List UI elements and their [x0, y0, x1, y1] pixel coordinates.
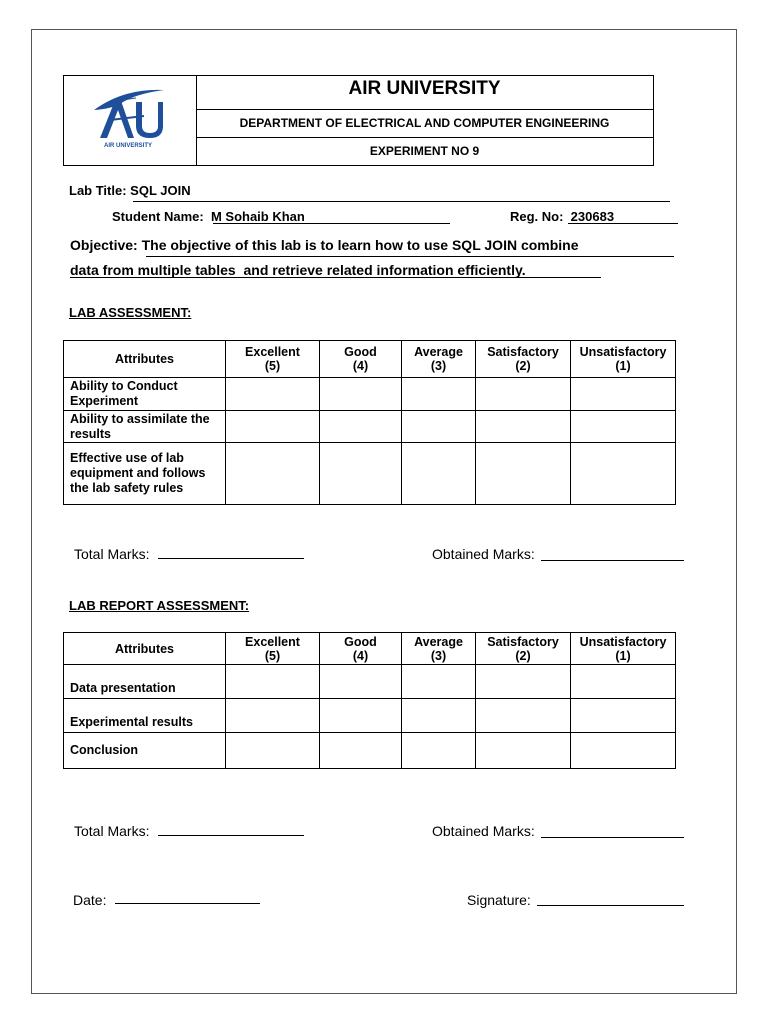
- table-row: [64, 443, 676, 505]
- score-cell[interactable]: [226, 443, 320, 505]
- experiment-number: [196, 137, 653, 165]
- attribute-cell: Conclusion: [64, 733, 226, 769]
- university-name: AIR UNIVERSITY: [196, 76, 653, 110]
- report-total-marks-field[interactable]: [158, 835, 304, 836]
- table-header-row: [64, 341, 676, 378]
- student-name-value: M Sohaib Khan: [203, 209, 305, 224]
- air-university-logo: [64, 76, 196, 165]
- score-cell[interactable]: [571, 443, 676, 505]
- score-cell[interactable]: [226, 411, 320, 443]
- column-header: [64, 341, 226, 378]
- attribute-cell: Ability to assimilate the results: [64, 411, 226, 443]
- table-row: [64, 699, 676, 733]
- score-cell[interactable]: [402, 699, 476, 733]
- lab-title-value: : SQL JOIN: [122, 183, 191, 198]
- table-header-row: [64, 633, 676, 665]
- lab-obtained-marks-label: Obtained Marks:: [432, 546, 535, 562]
- attribute-cell: Ability to Conduct Experiment: [64, 378, 226, 411]
- student-name-label: Student Name:: [112, 209, 204, 224]
- score-cell[interactable]: [226, 378, 320, 411]
- lab-title-label: Lab Title: [69, 183, 123, 198]
- table-row: [64, 665, 676, 699]
- score-cell[interactable]: [571, 699, 676, 733]
- column-score: (4): [352, 648, 369, 663]
- column-name: Attributes: [114, 352, 175, 366]
- score-cell[interactable]: [402, 443, 476, 505]
- score-cell[interactable]: [402, 665, 476, 699]
- column-score: (3): [430, 648, 447, 663]
- attribute-cell: Effective use of lab equipment and follows the lab safety rules: [64, 443, 226, 505]
- objective-line-1: [70, 237, 680, 253]
- logo-cell: [64, 76, 197, 165]
- lab-obtained-marks-field[interactable]: [541, 560, 684, 561]
- reg-no-row: [510, 209, 614, 224]
- column-name: Average: [414, 634, 463, 649]
- score-cell[interactable]: [320, 443, 402, 505]
- column-name: Good: [344, 345, 377, 359]
- column-name: Attributes: [114, 641, 175, 656]
- experiment-text: EXPERIMENT NO 9: [369, 144, 480, 158]
- student-name-underline: [213, 223, 450, 224]
- score-cell[interactable]: [320, 699, 402, 733]
- column-score: (2): [515, 359, 531, 373]
- score-cell[interactable]: [402, 733, 476, 769]
- column-header: [571, 633, 676, 665]
- student-name-row: [112, 209, 305, 224]
- objective-label: Objective:: [70, 237, 138, 253]
- reg-no-value: 230683: [563, 209, 615, 224]
- report-obtained-marks-label: Obtained Marks:: [432, 823, 535, 839]
- score-cell[interactable]: [476, 443, 571, 505]
- column-header: [320, 633, 402, 665]
- column-score: (5): [264, 648, 281, 663]
- column-header: [320, 341, 402, 378]
- column-name: Unsatisfactory: [579, 345, 667, 359]
- score-cell[interactable]: [226, 665, 320, 699]
- lab-assessment-table: [63, 340, 676, 505]
- reg-no-label: Reg. No:: [510, 209, 564, 224]
- objective-underline-2: [70, 277, 601, 278]
- department-name: [196, 109, 653, 138]
- column-score: (2): [515, 648, 531, 663]
- column-score: (3): [430, 359, 447, 373]
- column-score: (1): [615, 648, 631, 663]
- score-cell[interactable]: [320, 733, 402, 769]
- column-header: [226, 633, 320, 665]
- score-cell[interactable]: [476, 378, 571, 411]
- score-cell[interactable]: [402, 378, 476, 411]
- column-name: Unsatisfactory: [579, 634, 667, 649]
- column-header: [571, 341, 676, 378]
- score-cell[interactable]: [476, 665, 571, 699]
- column-score: (5): [264, 359, 281, 373]
- objective-text-1: The objective of this lab is to learn how to use SQL JOIN combine: [137, 237, 579, 253]
- signature-field[interactable]: [537, 905, 684, 906]
- objective-line-2: data from multiple tables and retrieve related information efficiently.: [70, 262, 526, 278]
- header-box: [63, 75, 654, 166]
- column-header: [402, 633, 476, 665]
- department-text: DEPARTMENT OF ELECTRICAL AND COMPUTER ENGINEERING: [239, 116, 610, 130]
- table-row: [64, 378, 676, 411]
- lab-title-underline: [133, 201, 670, 202]
- reg-no-underline: [568, 223, 678, 224]
- score-cell[interactable]: [226, 699, 320, 733]
- score-cell[interactable]: [226, 733, 320, 769]
- score-cell[interactable]: [476, 699, 571, 733]
- table-row: [64, 411, 676, 443]
- signature-label: Signature:: [467, 892, 531, 908]
- column-name: Excellent: [245, 345, 300, 359]
- logo-caption: AIR UNIVERSITY: [103, 143, 153, 149]
- column-score: (1): [615, 359, 631, 373]
- column-header: [64, 633, 226, 665]
- score-cell[interactable]: [571, 665, 676, 699]
- table-row: [64, 733, 676, 769]
- column-header: [476, 633, 571, 665]
- score-cell[interactable]: [571, 411, 676, 443]
- attribute-cell: Experimental results: [64, 699, 226, 733]
- date-field[interactable]: [115, 903, 260, 904]
- column-score: (4): [352, 359, 369, 373]
- score-cell[interactable]: [320, 378, 402, 411]
- attribute-cell: Data presentation: [64, 665, 226, 699]
- date-label: Date:: [73, 892, 107, 908]
- score-cell[interactable]: [320, 665, 402, 699]
- score-cell[interactable]: [402, 411, 476, 443]
- column-name: Good: [344, 634, 377, 649]
- objective-underline-1: [146, 256, 674, 257]
- page-border: [31, 29, 737, 994]
- report-obtained-marks-field[interactable]: [541, 837, 684, 838]
- report-assessment-heading: LAB REPORT ASSESSMENT:: [69, 598, 250, 613]
- column-name: Satisfactory: [487, 345, 559, 359]
- column-name: Average: [414, 345, 463, 359]
- lab-total-marks-field[interactable]: [158, 558, 304, 559]
- column-header: [402, 341, 476, 378]
- column-name: Satisfactory: [487, 634, 559, 649]
- column-header: [226, 341, 320, 378]
- lab-total-marks-label: Total Marks:: [74, 546, 150, 562]
- score-cell[interactable]: [571, 733, 676, 769]
- lab-title-row: [69, 183, 191, 198]
- report-total-marks-label: Total Marks:: [74, 823, 150, 839]
- score-cell[interactable]: [571, 378, 676, 411]
- score-cell[interactable]: [476, 411, 571, 443]
- column-header: [476, 341, 571, 378]
- lab-assessment-heading: LAB ASSESSMENT:: [69, 305, 192, 320]
- column-name: Excellent: [245, 634, 300, 649]
- score-cell[interactable]: [476, 733, 571, 769]
- report-assessment-table: [63, 632, 676, 769]
- score-cell[interactable]: [320, 411, 402, 443]
